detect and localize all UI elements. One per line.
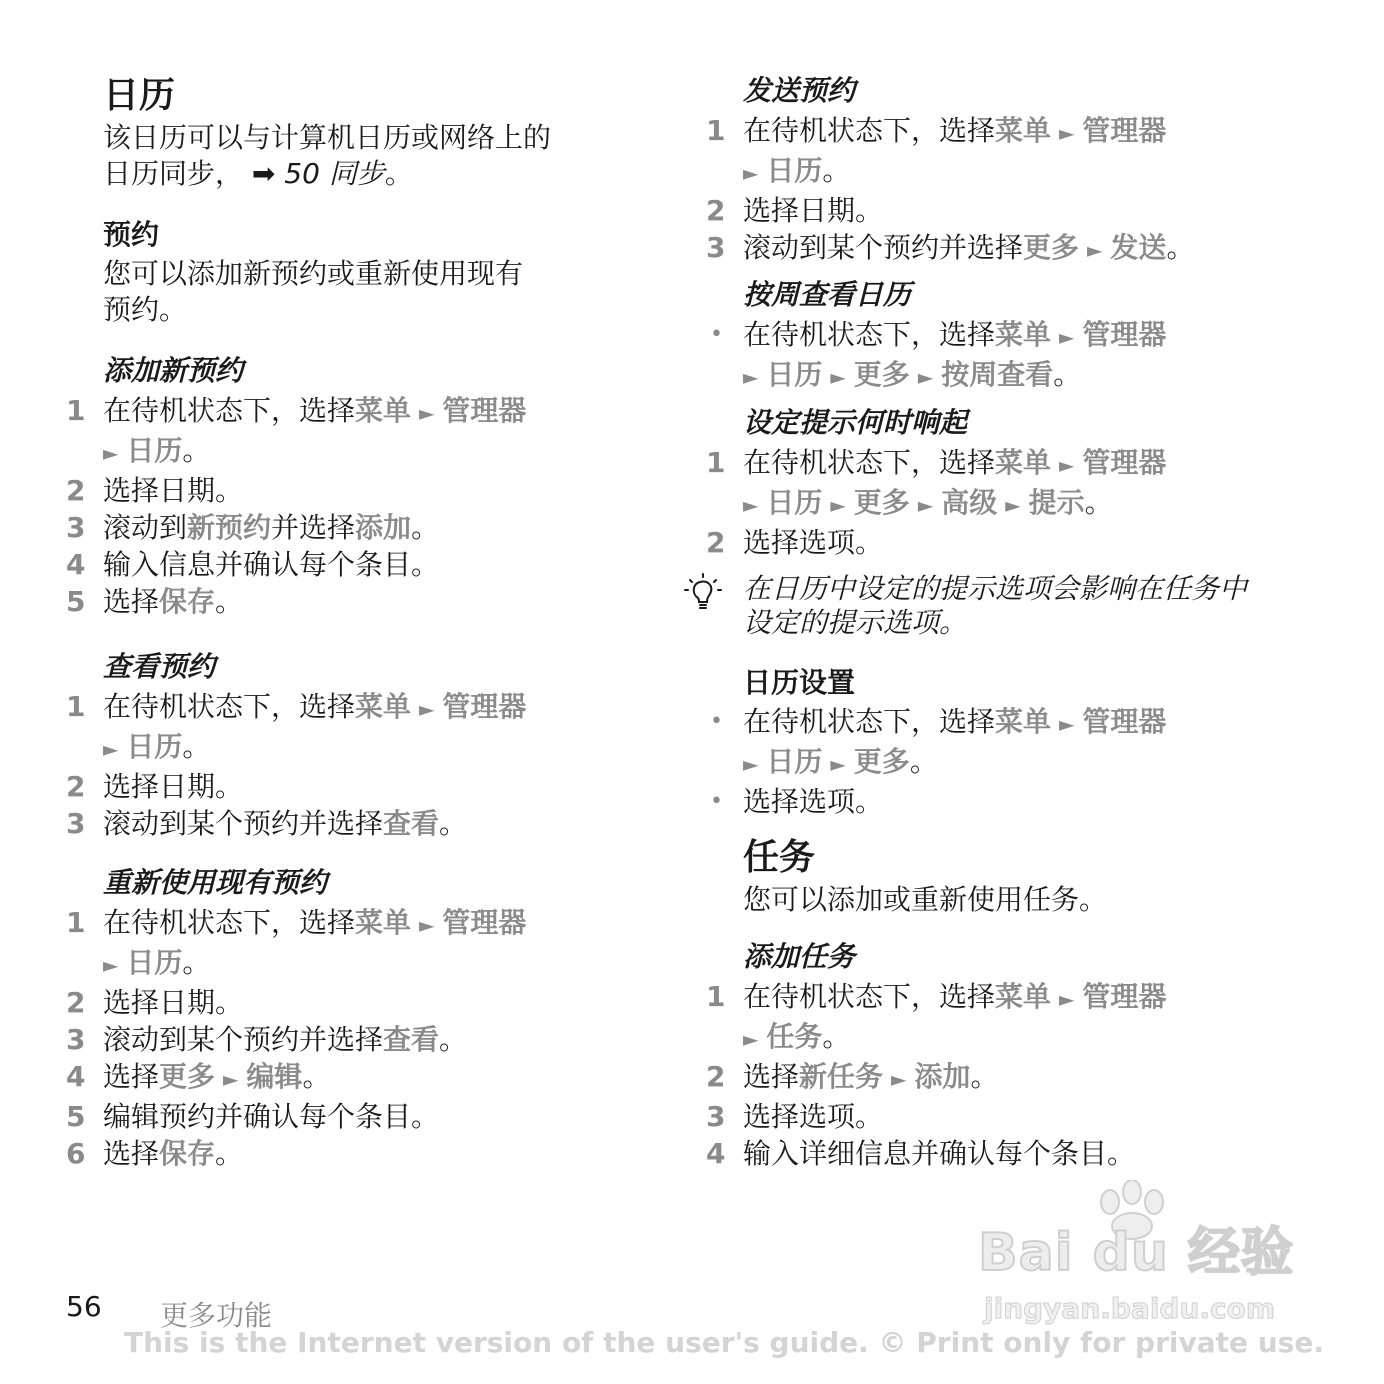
list-item: • 在待机状态下，选择菜单 ► 管理器 ► 日历 ► 更多 ► 按周查看。 — [710, 318, 1167, 391]
send-appointment-steps — [706, 112, 1346, 269]
arrow-right-icon: ► — [743, 1027, 759, 1051]
list-item: 5 选择保存。 — [66, 585, 244, 618]
calendar-intro-line1: 该日历可以与计算机日历或网络上的 — [103, 121, 552, 154]
list-item: 1 在待机状态下，选择菜单 ► 管理器 ► 日历。 — [66, 394, 527, 467]
add-task-steps — [706, 978, 1346, 1172]
internet-version-note: This is the Internet version of the user's guide. © Print only for private use. — [124, 1326, 1324, 1359]
tip-note — [706, 572, 1346, 640]
list-item: 4 选择更多 ► 编辑。 — [66, 1060, 331, 1093]
sync-reference-link[interactable]: 50 同步 — [284, 157, 385, 190]
arrow-right-icon: ► — [830, 752, 846, 776]
arrow-right-icon: ► — [419, 697, 435, 721]
arrow-right-icon: ► — [103, 441, 119, 465]
list-item: 1 在待机状态下，选择菜单 ► 管理器 ► 日历。 — [66, 906, 527, 979]
list-item: 3 滚动到新预约并选择添加。 — [66, 511, 440, 544]
list-item: 2 选择日期。 — [706, 194, 884, 227]
list-item: 4 输入信息并确认每个条目。 — [66, 548, 440, 581]
list-item: 2 选择新任务 ► 添加。 — [706, 1060, 999, 1093]
right-column — [706, 0, 1346, 1170]
list-item: 3 滚动到某个预约并选择更多 ► 发送。 — [706, 231, 1195, 264]
arrow-right-icon: ► — [103, 953, 119, 977]
baidu-jingyan-watermark — [978, 1180, 1298, 1330]
page-number: 56 — [66, 1290, 102, 1323]
reminder-steps — [706, 444, 1346, 561]
arrow-right-icon: ► — [743, 493, 759, 517]
arrow-right-icon: ► — [1059, 453, 1075, 477]
arrow-right-icon: ► — [830, 365, 846, 389]
list-item: 1 在待机状态下，选择菜单 ► 管理器 ► 日历。 — [66, 690, 527, 763]
arrow-right-icon: ► — [1059, 325, 1075, 349]
watermark-url: jingyan.baidu.com — [984, 1292, 1276, 1325]
bullet-icon: • — [710, 789, 723, 814]
section-name: 更多功能 — [160, 1299, 273, 1332]
calendar-title: 日历 — [103, 75, 176, 116]
list-item: 5 编辑预约并确认每个条目。 — [66, 1100, 440, 1133]
list-item: 1 在待机状态下，选择菜单 ► 管理器 ► 日历。 — [706, 114, 1167, 187]
arrow-right-icon: ► — [743, 161, 759, 185]
ref-arrow-icon: ➡ — [251, 157, 276, 190]
watermark-logo-text: Bai du 经验 — [978, 1223, 1294, 1283]
add-task-title: 添加任务 — [743, 940, 856, 973]
arrow-right-icon: ► — [1059, 121, 1075, 145]
list-item: 4 输入详细信息并确认每个条目。 — [706, 1137, 1136, 1170]
calendar-settings-title: 日历设置 — [743, 666, 856, 699]
appointments-intro: 您可以添加新预约或重新使用现有 预约。 — [103, 257, 524, 326]
list-item: 6 选择保存。 — [66, 1137, 244, 1170]
calendar-intro-line2: 日历同步， ➡ 50 同步。 — [103, 157, 413, 190]
reuse-appointment-steps — [66, 904, 646, 1172]
calendar-settings-steps — [706, 703, 1346, 820]
list-item: 2 选择日期。 — [66, 986, 244, 1019]
bullet-icon: • — [710, 322, 723, 347]
calendar-intro — [103, 120, 646, 192]
reuse-appointment-title: 重新使用现有预约 — [103, 866, 328, 899]
tip-line2: 设定的提示选项。 — [743, 606, 968, 639]
bullet-icon: • — [710, 709, 723, 734]
arrow-right-icon: ► — [1005, 493, 1021, 517]
list-item: 2 选择日期。 — [66, 770, 244, 803]
week-view-title: 按周查看日历 — [743, 278, 912, 311]
view-appointment-steps — [66, 688, 646, 842]
list-item: 1 在待机状态下，选择菜单 ► 管理器 ► 任务。 — [706, 980, 1167, 1053]
lightbulb-tip-icon — [682, 572, 726, 616]
list-item: 2 选择选项。 — [706, 526, 884, 559]
arrow-right-icon: ► — [743, 365, 759, 389]
arrow-right-icon: ► — [1087, 238, 1103, 262]
list-item: 3 滚动到某个预约并选择查看。 — [66, 1023, 468, 1056]
tip-line1: 在日历中设定的提示选项会影响在任务中 — [743, 572, 1248, 605]
list-item: • 选择选项。 — [710, 785, 884, 818]
add-appointment-steps — [66, 392, 646, 620]
view-appointment-title: 查看预约 — [103, 650, 216, 683]
arrow-right-icon: ► — [419, 401, 435, 425]
add-appointment-title: 添加新预约 — [103, 354, 244, 387]
arrow-right-icon: ► — [917, 365, 934, 389]
tasks-intro: 您可以添加或重新使用任务。 — [743, 883, 1108, 916]
list-item: 3 滚动到某个预约并选择查看。 — [66, 807, 468, 840]
reminder-title: 设定提示何时响起 — [743, 406, 968, 439]
arrow-right-icon: ► — [223, 1067, 239, 1091]
week-view-steps — [706, 316, 1346, 396]
send-appointment-title: 发送预约 — [743, 74, 856, 107]
list-item: 1 在待机状态下，选择菜单 ► 管理器 ► 日历 ► 更多 ► 高级 ► 提示。 — [706, 446, 1167, 519]
list-item: 2 选择日期。 — [66, 474, 244, 507]
arrow-right-icon: ► — [917, 493, 934, 517]
arrow-right-icon: ► — [103, 737, 119, 761]
list-item: • 在待机状态下，选择菜单 ► 管理器 ► 日历 ► 更多。 — [710, 705, 1167, 778]
arrow-right-icon: ► — [830, 493, 846, 517]
arrow-right-icon: ► — [419, 913, 435, 937]
arrow-right-icon: ► — [1059, 987, 1075, 1011]
tasks-title: 任务 — [743, 837, 816, 878]
arrow-right-icon: ► — [1059, 712, 1075, 736]
arrow-right-icon: ► — [891, 1067, 907, 1091]
list-item: 3 选择选项。 — [706, 1100, 884, 1133]
appointments-title: 预约 — [103, 218, 160, 251]
arrow-right-icon: ► — [743, 752, 759, 776]
